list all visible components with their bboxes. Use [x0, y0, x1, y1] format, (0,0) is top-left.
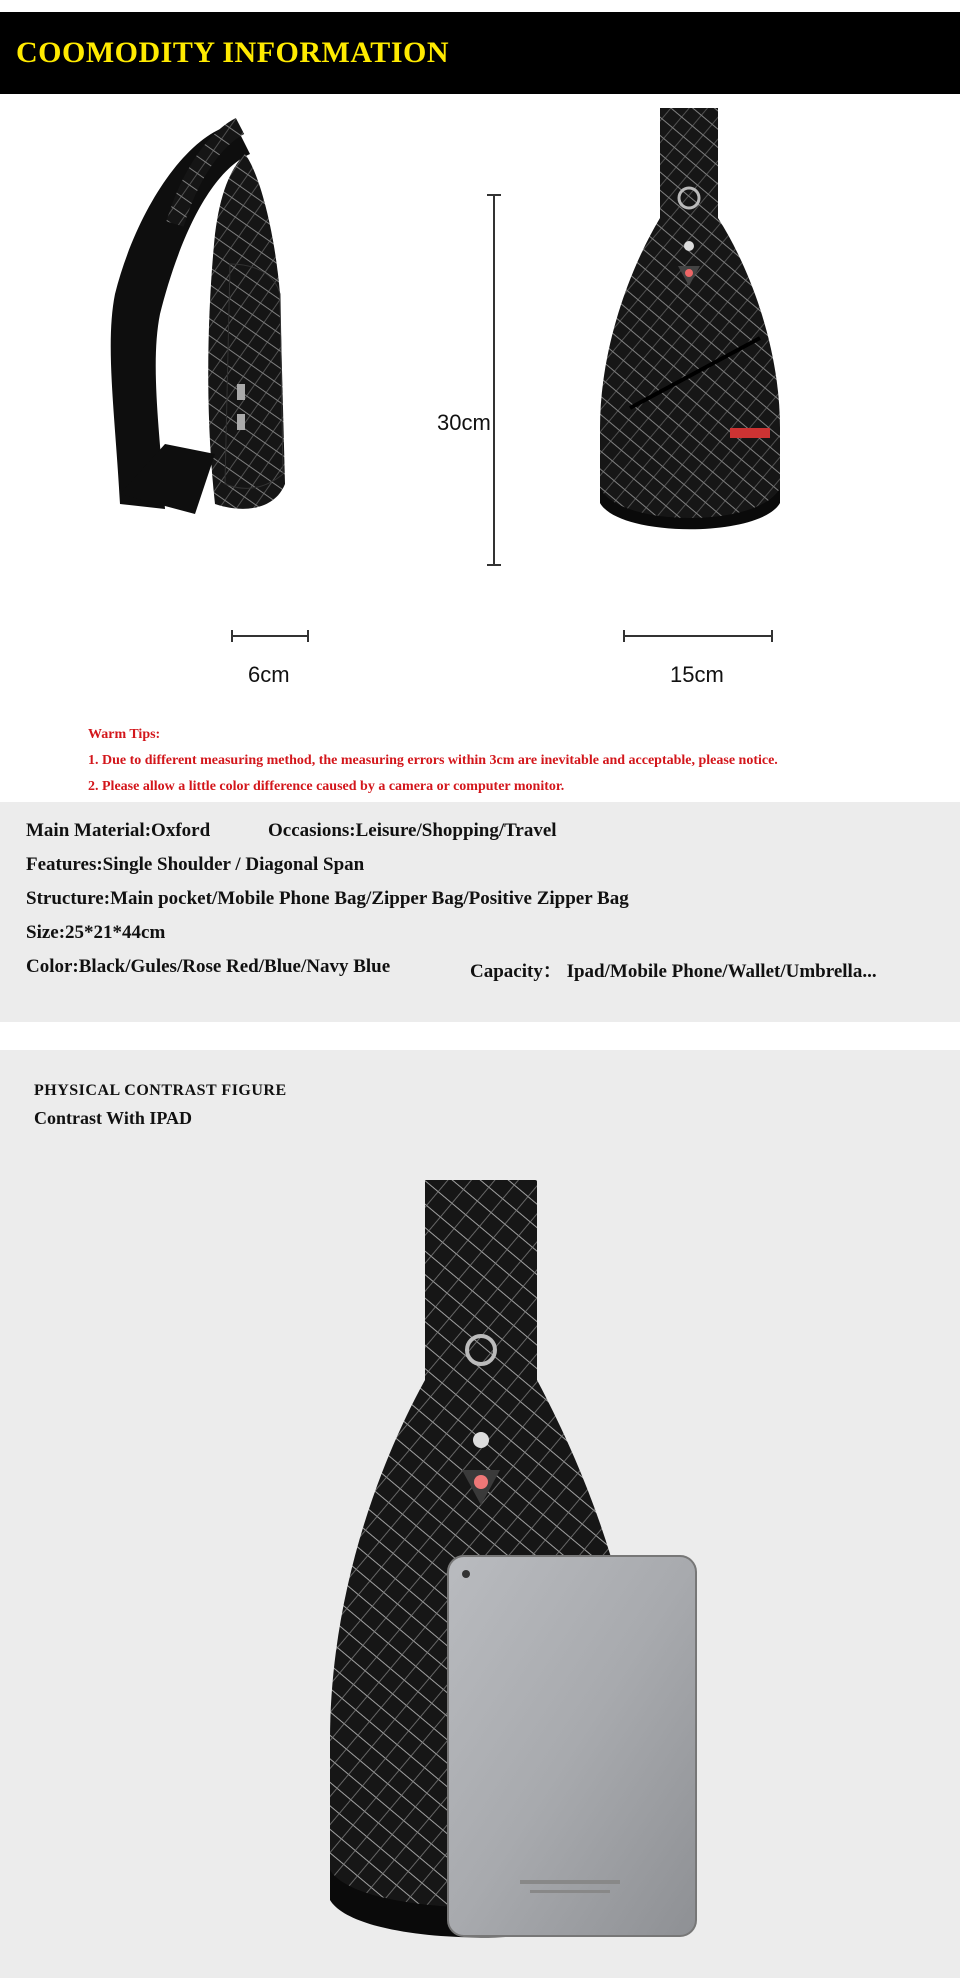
header-banner [0, 12, 960, 94]
spec-size: Size:25*21*44cm [26, 922, 166, 943]
width-measure-line [622, 628, 774, 644]
contrast-subtitle: Contrast With IPAD [34, 1108, 193, 1128]
depth-measure-line [230, 628, 310, 644]
specs-panel [0, 802, 960, 1022]
warm-tips-title: Warm Tips: [88, 727, 161, 742]
spec-color: Color:Black/Gules/Rose Red/Blue/Navy Blue [26, 956, 391, 977]
spec-material: Main Material:Oxford [26, 820, 211, 841]
height-measure-line [484, 194, 504, 566]
bag-with-ipad-image [320, 1180, 720, 1940]
warm-tips [88, 722, 778, 800]
height-label: 30cm [437, 410, 491, 435]
header-title: COOMODITY INFORMATION [16, 36, 449, 69]
spec-capacity: Capacity： Ipad/Mobile Phone/Wallet/Umbrella... [470, 961, 877, 982]
spec-features: Features:Single Shoulder / Diagonal Span [26, 854, 365, 875]
warm-tip-item: 1. Due to different measuring method, the measuring errors within 3cm are inevitable and acceptable, please notice. [88, 753, 778, 768]
bag-side-view-image [95, 114, 345, 544]
contrast-section [0, 1050, 960, 1978]
warm-tip-item: 2. Please allow a little color difference caused by a camera or computer monitor. [88, 779, 565, 794]
dimension-section [0, 94, 960, 714]
bag-front-view-image [590, 108, 800, 548]
spec-occasions: Occasions:Leisure/Shopping/Travel [268, 820, 557, 841]
spec-structure: Structure:Main pocket/Mobile Phone Bag/Zipper Bag/Positive Zipper Bag [26, 888, 629, 909]
contrast-heading: PHYSICAL CONTRAST FIGURE [34, 1082, 287, 1099]
width-label: 15cm [670, 662, 724, 687]
depth-label: 6cm [248, 662, 290, 687]
